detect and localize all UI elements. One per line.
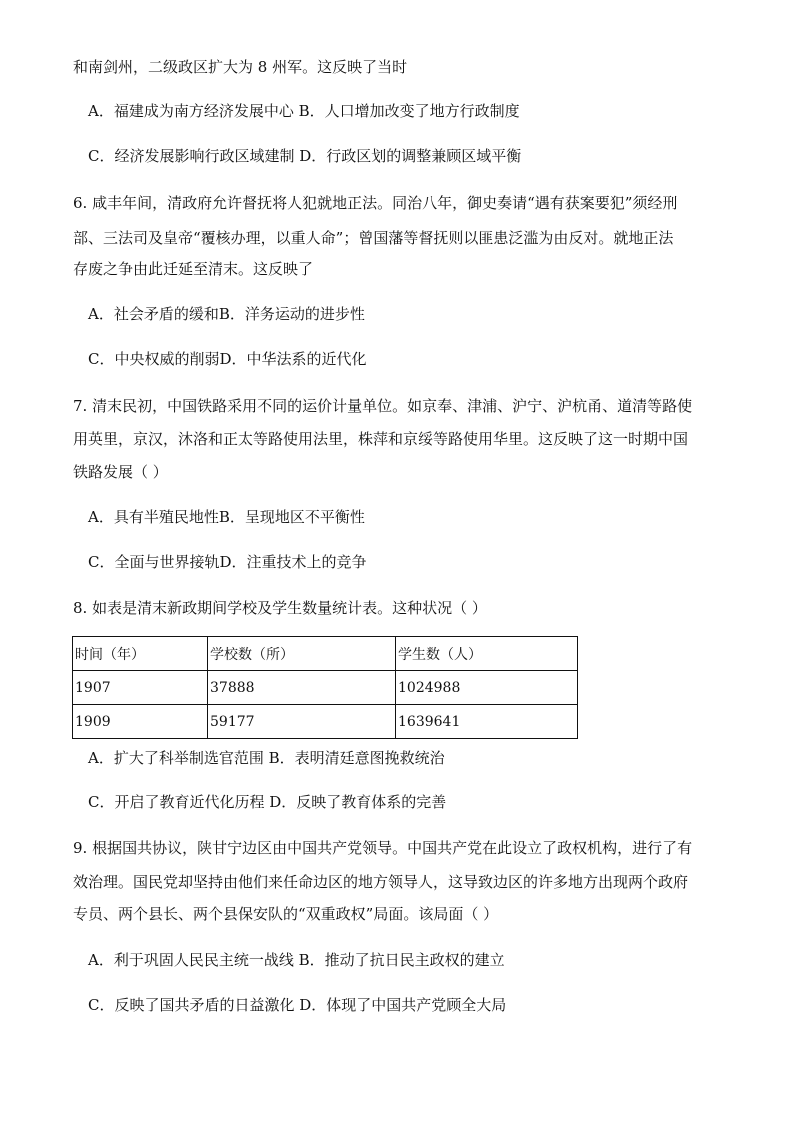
question-9-options-cd: C．反映了国共矛盾的日益激化 D．体现了中国共产党顾全大局 xyxy=(88,996,507,1014)
question-8-stem: 8. 如表是清末新政期间学校及学生数量统计表。这种状况（ ） xyxy=(73,599,487,617)
school-statistics-table xyxy=(72,636,578,739)
question-9-stem-line-1: 9. 根据国共协议，陕甘宁边区由中国共产党领导。中国共产党在此设立了政权机构，进行了有 xyxy=(73,839,693,857)
question-6-stem-line-1: 6. 咸丰年间，清政府允许督抚将人犯就地正法。同治八年，御史奏请“遇有获案要犯”须经刑 xyxy=(73,194,678,212)
table-cell: 37888 xyxy=(208,671,396,705)
question-5-stem-tail: 和南剑州，二级政区扩大为 8 州军。这反映了当时 xyxy=(73,58,408,76)
question-7-stem-line-3: 铁路发展（ ） xyxy=(73,463,168,481)
table-header-cell: 学生数（人） xyxy=(396,637,578,671)
table-row xyxy=(73,671,578,705)
question-7-options-ab: A．具有半殖民地性B．呈现地区不平衡性 xyxy=(88,508,365,526)
table-cell: 1907 xyxy=(73,671,208,705)
question-9-stem-line-3: 专员、两个县长、两个县保安队的“双重政权”局面。该局面（ ） xyxy=(73,905,499,923)
question-9-options-ab: A．利于巩固人民民主统一战线 B．推动了抗日民主政权的建立 xyxy=(88,951,505,969)
question-7-options-cd: C．全面与世界接轨D．注重技术上的竞争 xyxy=(88,553,367,571)
question-8-options-ab: A．扩大了科举制选官范围 B．表明清廷意图挽救统治 xyxy=(88,749,445,767)
table-cell: 1909 xyxy=(73,705,208,739)
table-header-cell: 时间（年） xyxy=(73,637,208,671)
table-row xyxy=(73,705,578,739)
question-6-options-ab: A．社会矛盾的缓和B．洋务运动的进步性 xyxy=(88,305,365,323)
question-6-options-cd: C．中央权威的削弱D．中华法系的近代化 xyxy=(88,350,367,368)
question-6-stem-line-3: 存废之争由此迁延至清末。这反映了 xyxy=(73,260,314,278)
question-7-stem-line-1: 7. 清末民初，中国铁路采用不同的运价计量单位。如京奉、津浦、沪宁、沪杭甬、道清等路使 xyxy=(73,397,693,415)
table-cell: 59177 xyxy=(208,705,396,739)
table-header-cell: 学校数（所） xyxy=(208,637,396,671)
question-8-options-cd: C．开启了教育近代化历程 D．反映了教育体系的完善 xyxy=(88,793,447,811)
table-header-row xyxy=(73,637,578,671)
question-5-options-ab: A．福建成为南方经济发展中心 B．人口增加改变了地方行政制度 xyxy=(88,102,520,120)
table-cell: 1024988 xyxy=(396,671,578,705)
question-7-stem-line-2: 用英里，京汉，沐洛和正太等路使用法里，株萍和京绥等路使用华里。这反映了这一时期中国 xyxy=(73,430,689,448)
table-cell: 1639641 xyxy=(396,705,578,739)
question-9-stem-line-2: 效治理。国民党却坚持由他们来任命边区的地方领导人，这导致边区的许多地方出现两个政府 xyxy=(73,873,689,891)
question-6-stem-line-2: 部、三法司及皇帝“覆核办理，以重人命”；曾国藩等督抚则以匪患泛滥为由反对。就地正法 xyxy=(73,229,674,247)
question-5-options-cd: C．经济发展影响行政区域建制 D．行政区划的调整兼顾区域平衡 xyxy=(88,147,522,165)
